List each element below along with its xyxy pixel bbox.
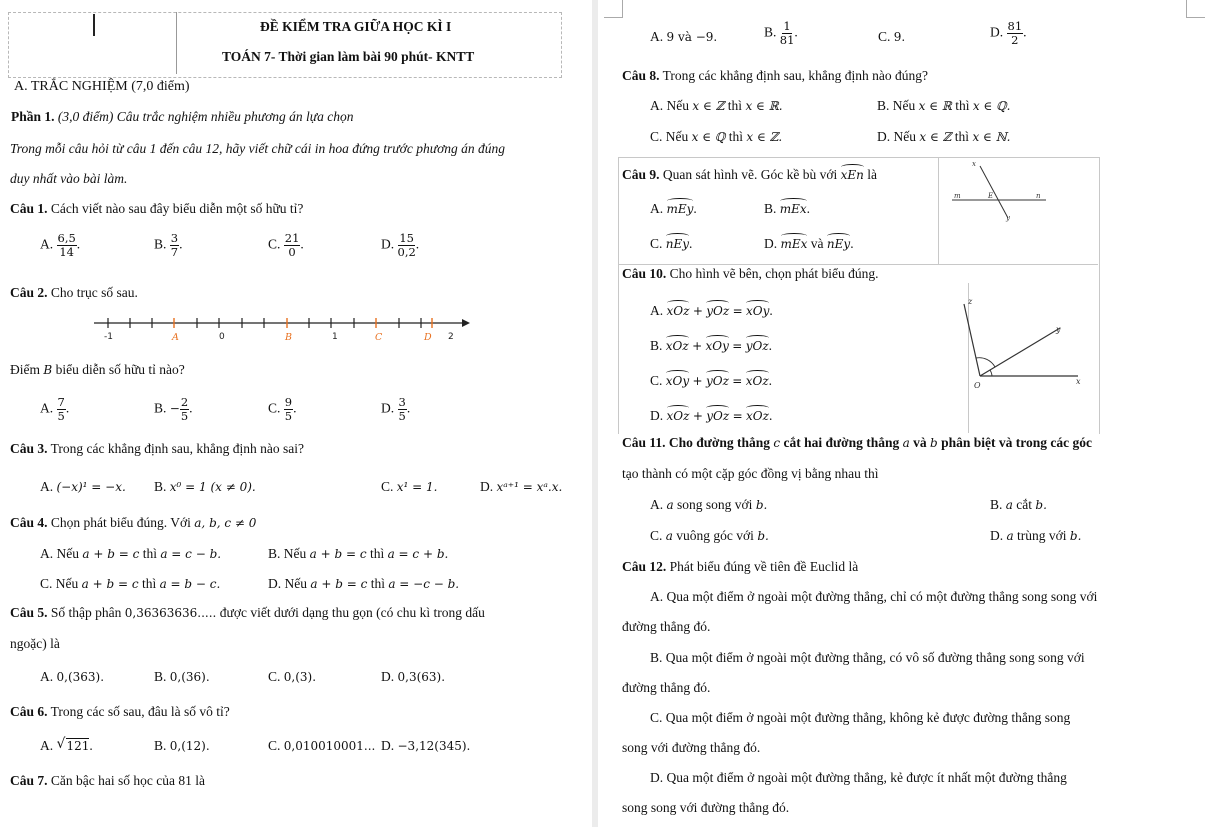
num: 81 xyxy=(1007,19,1023,33)
q2-prompt xyxy=(10,361,185,379)
q12-option-b-line1: B. Qua một điểm ở ngoài một đường thẳng, có vô số đường thẳng song song với xyxy=(650,650,1085,665)
point-label-a: A xyxy=(172,332,179,343)
q-num: Câu 11. xyxy=(622,435,666,450)
question-8 xyxy=(622,67,928,84)
expr: 0,(363). xyxy=(56,670,105,684)
instruction-line-2: duy nhất vào bài làm. xyxy=(10,171,128,186)
opt-label: C. xyxy=(650,528,663,543)
label-x: x xyxy=(972,160,976,168)
opt-label: C. xyxy=(650,236,663,251)
label-z: z xyxy=(968,297,973,306)
text: Cho đường thẳng xyxy=(668,435,771,450)
text: cắt hai đường thẳng xyxy=(783,435,900,450)
q-num: Câu 6. xyxy=(10,704,48,719)
text: thì xyxy=(727,98,743,113)
var: a xyxy=(666,498,674,512)
question-1 xyxy=(10,200,303,217)
q9-option-c: C. nEy. xyxy=(650,233,692,253)
q-num: Câu 1. xyxy=(10,201,48,216)
ray-oy xyxy=(980,328,1060,376)
q10-option-c: C. xOy + yOz = xOz. xyxy=(650,370,772,390)
q-text: Cách viết nào sau đây biểu diễn một số hữu tỉ? xyxy=(50,201,304,216)
opt-label: A. xyxy=(40,479,54,494)
den: 2 xyxy=(1011,33,1019,47)
angle-arc xyxy=(990,370,992,376)
text: và xyxy=(913,435,927,450)
q10-option-d: D. xOz + yOz = xOz. xyxy=(650,405,772,425)
q-text: Căn bậc hai số học của 81 là xyxy=(50,773,205,788)
expr: x⁰ = 1 (x ≠ 0). xyxy=(169,480,256,494)
sqrt-sign: √ xyxy=(56,736,66,752)
fraction xyxy=(57,396,66,423)
angle-expr: xOz xyxy=(746,370,769,390)
point-label-b: B xyxy=(285,332,292,343)
text: thì xyxy=(370,576,385,591)
q4-option-b xyxy=(268,545,448,563)
opt-label: C. xyxy=(878,29,891,44)
q10-option-a: A. xOz + yOz = xOy. xyxy=(650,300,773,320)
q9-option-b: B. mEx. xyxy=(764,198,810,218)
point-label-c: C xyxy=(375,332,383,343)
angle-expr: xOy xyxy=(666,370,689,390)
q-num: Câu 8. xyxy=(622,68,660,83)
num: 3 xyxy=(170,231,179,245)
question-10 xyxy=(622,265,878,282)
fraction xyxy=(398,232,416,259)
q1-option-a: A. $\frac{6,5}{14}$ . xyxy=(40,231,81,259)
text: thì xyxy=(369,546,385,561)
expr: x ∈ ℤ xyxy=(919,130,952,144)
label-x: x xyxy=(1076,377,1081,386)
text: Số thập phân xyxy=(50,605,122,620)
num: 9 xyxy=(284,395,293,409)
number-line xyxy=(92,312,472,344)
var: B xyxy=(43,363,53,377)
q11-continuation: tạo thành có một cặp góc đồng vị bằng nhau thì xyxy=(622,466,879,481)
angle-expr: nEy xyxy=(827,233,850,253)
var: b. xyxy=(1069,529,1082,543)
text: C. Nếu xyxy=(40,576,79,591)
expr: a + b = c xyxy=(81,577,139,591)
q-text: Phát biểu đúng về tiên đề Euclid là xyxy=(669,559,859,574)
opt-label: D. xyxy=(650,408,664,423)
margin-mark xyxy=(1186,0,1205,18)
q2-option-b: B. − $\frac{2}{5}$ . xyxy=(154,395,193,423)
tick-label: 2 xyxy=(448,332,454,342)
expr: x ∈ ℚ xyxy=(691,130,726,144)
opt-label: B. xyxy=(154,236,167,252)
q7-option-b: B. $\frac{1}{81}$ . xyxy=(764,19,798,47)
q7-option-d: D. $\frac{81}{2}$ . xyxy=(990,19,1027,47)
num: 6,5 xyxy=(57,231,76,245)
q9-option-a: A. mEy. xyxy=(650,198,697,218)
angle-expr: xEn xyxy=(841,164,864,184)
q6-option-d xyxy=(381,737,470,755)
q2-option-a: A. $\frac{7}{5}$ . xyxy=(40,395,70,423)
q10-option-b: B. xOz + xOy = yOz. xyxy=(650,335,772,355)
q-num: Câu 7. xyxy=(10,773,48,788)
text: A. Nếu xyxy=(40,546,79,561)
instruction-line-1: Trong mỗi câu hỏi từ câu 1 đến câu 12, hãy viết chữ cái in hoa đứng trước phương án đúng xyxy=(10,141,506,156)
expr: x¹ = 1. xyxy=(396,480,438,494)
angle-expr: yOz xyxy=(706,300,729,320)
expr: (−x)¹ = −x. xyxy=(56,480,126,494)
q12-option-b-line2: đường thẳng đó. xyxy=(622,680,711,695)
question-9 xyxy=(622,164,877,184)
label-e: E xyxy=(988,192,994,200)
q7-option-c xyxy=(878,28,905,46)
var: a xyxy=(902,436,910,450)
opt-label: B. xyxy=(990,497,1003,512)
num: 3 xyxy=(398,395,406,409)
text: C. Nếu xyxy=(650,129,689,144)
angle-expr: mEx xyxy=(780,198,807,218)
opt-label: D. xyxy=(381,400,395,416)
q12-option-a-line1: A. Qua một điểm ở ngoài một đường thẳng, chỉ có một đường thẳng song song với xyxy=(650,589,1098,604)
opt-label: A. xyxy=(650,29,664,44)
q12-option-a-line2: đường thẳng đó. xyxy=(622,619,711,634)
angle-expr: mEx xyxy=(781,233,808,253)
q11-option-c xyxy=(650,527,769,545)
doc-subtitle: TOÁN 7- Thời gian làm bài 90 phút- KNTT xyxy=(222,49,475,64)
tick-label: 1 xyxy=(332,332,338,342)
axis-arrow xyxy=(462,319,470,327)
q8-option-c xyxy=(650,128,782,146)
expr: a + b = c xyxy=(309,547,367,561)
angle-arc xyxy=(976,358,995,367)
opt-label: B. xyxy=(154,479,167,494)
part1-heading xyxy=(11,108,354,125)
q3-option-c xyxy=(381,478,437,496)
fraction xyxy=(180,396,189,423)
q-text: Cho trục số sau. xyxy=(50,285,138,300)
opt-label: C. xyxy=(268,738,281,753)
text: B. Nếu xyxy=(877,98,916,113)
text: D. Nếu xyxy=(268,576,307,591)
opt-label: B. xyxy=(650,338,663,353)
q-num: Câu 12. xyxy=(622,559,667,574)
expr: −3,12(345). xyxy=(397,739,471,753)
right-page xyxy=(598,0,1210,827)
angle-expr: nEy xyxy=(666,233,689,253)
q-num: Câu 2. xyxy=(10,285,48,300)
fraction xyxy=(1007,20,1024,47)
den: 5 xyxy=(398,409,406,423)
fraction xyxy=(284,232,301,259)
den: 0 xyxy=(288,245,296,259)
question-6 xyxy=(10,703,230,720)
header-divider xyxy=(176,12,177,74)
question-12 xyxy=(622,558,858,575)
expr: 0,3(63). xyxy=(397,670,446,684)
den: 81 xyxy=(779,33,795,47)
den: 5 xyxy=(180,409,189,423)
den: 7 xyxy=(170,245,179,259)
num: 2 xyxy=(180,395,189,409)
opt-label: D. xyxy=(381,669,395,684)
opt-label: C. xyxy=(268,669,281,684)
q1-option-b: B. $\frac{3}{7}$ . xyxy=(154,231,183,259)
expr: 0,36363636..... xyxy=(124,606,217,620)
expr: 0,(3). xyxy=(283,670,317,684)
q9-figure xyxy=(950,158,1050,226)
expr: 9 và −9. xyxy=(666,30,718,44)
q5-option-b xyxy=(154,668,210,686)
opt-label: D. xyxy=(480,479,494,494)
q12-option-c-line1: C. Qua một điểm ở ngoài một đường thẳng, không kẻ được đường thẳng song xyxy=(650,710,1071,725)
var: a xyxy=(1006,529,1014,543)
var: b. xyxy=(755,498,768,512)
expr: a = c + b. xyxy=(387,547,449,561)
opt-label: D. xyxy=(381,738,395,753)
expr: 0,010010001... xyxy=(283,739,376,753)
angle-expr: xOy xyxy=(746,300,769,320)
expr: a, b, c ≠ 0 xyxy=(194,516,257,530)
q2-option-d: D. $\frac{3}{5}$ . xyxy=(381,395,411,423)
q5-continuation: ngoặc) là xyxy=(10,636,60,651)
angle-expr: xOz xyxy=(746,405,769,425)
den: 5 xyxy=(57,409,65,423)
q-num: Câu 5. xyxy=(10,605,48,620)
q6-option-b xyxy=(154,737,210,755)
text: thì xyxy=(954,129,970,144)
text: được viết dưới dạng thu gọn (có chu kì trong dấu xyxy=(219,605,485,620)
fraction xyxy=(57,232,77,259)
opt-label: A. xyxy=(650,497,664,512)
angle-expr: yOz xyxy=(706,370,729,390)
fraction xyxy=(398,396,407,423)
opt-label: C. xyxy=(268,400,281,416)
q8-option-d xyxy=(877,128,1011,146)
q3-option-b xyxy=(154,478,256,496)
opt-label: A. xyxy=(40,738,54,753)
q-text: Cho hình vẽ bên, chọn phát biểu đúng. xyxy=(669,266,879,281)
text: trùng với xyxy=(1017,528,1067,543)
q1-option-d: D. $\frac{15}{0,2}$ . xyxy=(381,231,420,259)
expr: a + b = c xyxy=(310,577,368,591)
var: b xyxy=(930,436,938,450)
expr: x ∈ ℝ. xyxy=(745,99,783,113)
text-cursor xyxy=(93,14,95,36)
angle-expr: xOz xyxy=(666,335,689,355)
label-y: y xyxy=(1006,214,1010,222)
q8-option-a xyxy=(650,97,783,115)
question-7 xyxy=(10,772,205,789)
tick-label: -1 xyxy=(104,332,113,342)
var: b. xyxy=(757,529,769,543)
text: thì xyxy=(728,129,743,144)
opt-label: D. xyxy=(990,24,1004,40)
text: và xyxy=(810,236,824,251)
fraction xyxy=(170,232,179,259)
q-text: Chọn phát biểu đúng. Với xyxy=(50,515,191,530)
text: A. Nếu xyxy=(650,98,689,113)
q11-option-a xyxy=(650,496,767,514)
opt-label: A. xyxy=(650,303,664,318)
q7-option-a xyxy=(650,28,717,46)
expr: x ∈ ℤ xyxy=(692,99,725,113)
question-3 xyxy=(10,440,304,457)
label-m: m xyxy=(954,192,961,200)
text: cắt xyxy=(1016,497,1033,512)
opt-label: A. xyxy=(40,400,54,416)
num: 15 xyxy=(399,231,414,245)
q-num: Câu 9. xyxy=(622,167,660,182)
q-text: Quan sát hình vẽ. Góc kề bù với xyxy=(662,167,838,182)
q4-option-d xyxy=(268,575,459,593)
tick-label: 0 xyxy=(219,332,225,342)
question-5 xyxy=(10,604,485,622)
text: thì xyxy=(141,576,157,591)
opt-label: C. xyxy=(381,479,394,494)
angle-expr: xOz xyxy=(667,300,690,320)
den: 5 xyxy=(284,409,293,423)
left-page xyxy=(0,0,592,827)
text: vuông góc với xyxy=(676,528,754,543)
opt-label: D. xyxy=(990,528,1004,543)
doc-title: ĐỀ KIỂM TRA GIỮA HỌC KÌ I xyxy=(260,19,452,34)
q3-option-a xyxy=(40,478,126,496)
label-o: O xyxy=(974,381,981,390)
num: 21 xyxy=(284,231,300,245)
margin-mark xyxy=(604,0,623,18)
q1-option-c: C. $\frac{21}{0}$ . xyxy=(268,231,304,259)
opt-label: A. xyxy=(650,201,664,216)
minus: − xyxy=(169,401,180,416)
text: Điểm xyxy=(10,362,40,377)
q-num: Câu 4. xyxy=(10,515,48,530)
var: a xyxy=(665,529,673,543)
q12-option-d-line1: D. Qua một điểm ở ngoài một đường thẳng, kẻ được ít nhất một đường thẳng xyxy=(650,770,1067,785)
part1-label: Phần 1. xyxy=(11,109,55,124)
expr: xᵃ⁺¹ = xᵃ.x. xyxy=(496,480,563,494)
expr: a = −c − b. xyxy=(388,577,460,591)
opt-label: B. xyxy=(764,24,777,40)
angle-expr: mEy xyxy=(667,198,694,218)
q11-option-d xyxy=(990,527,1081,545)
opt-label: A. xyxy=(40,236,54,252)
text: là xyxy=(867,167,878,182)
q12-option-c-line2: song với đường thẳng đó. xyxy=(622,740,761,755)
angle-expr: yOz xyxy=(746,335,769,355)
expr: x ∈ ℚ. xyxy=(972,99,1011,113)
angle-expr: yOz xyxy=(706,405,729,425)
question-11 xyxy=(622,434,1092,452)
q5-option-c xyxy=(268,668,316,686)
num: 7 xyxy=(57,395,65,409)
num: 1 xyxy=(783,19,791,33)
sqrt xyxy=(57,738,90,755)
text: D. Nếu xyxy=(877,129,916,144)
q6-option-a: A. √ 121. xyxy=(40,736,93,753)
opt-label: C. xyxy=(650,373,663,388)
question-4 xyxy=(10,514,256,532)
expr: 0,(36). xyxy=(169,670,210,684)
q-text: Trong các khẳng định sau, khẳng định nào đúng? xyxy=(662,68,928,83)
q11-option-b xyxy=(990,496,1047,514)
expr: x ∈ ℕ. xyxy=(972,130,1011,144)
fraction xyxy=(284,396,293,423)
den: 0,2 xyxy=(397,245,416,259)
q4-option-a xyxy=(40,545,221,563)
angle-expr: xOz xyxy=(667,405,690,425)
q-num: Câu 3. xyxy=(10,441,48,456)
expr: a = c − b. xyxy=(160,547,222,561)
text: song song với xyxy=(677,497,753,512)
part1-desc: (3,0 điểm) Câu trắc nghiệm nhiều phương án lựa chọn xyxy=(57,109,354,124)
q-num: Câu 10. xyxy=(622,266,667,281)
opt-label: B. xyxy=(154,669,167,684)
q9-option-d: D. mEx và nEy. xyxy=(764,233,854,253)
q-text: Trong các khẳng định sau, khẳng định nào sai? xyxy=(50,441,304,456)
expr: 0,(12). xyxy=(169,739,210,753)
expr: a = b − c. xyxy=(159,577,221,591)
var: c xyxy=(773,436,781,450)
den: 14 xyxy=(59,245,74,259)
expr: a + b = c xyxy=(82,547,140,561)
q10-figure xyxy=(970,292,1088,396)
opt-label: A. xyxy=(40,669,54,684)
opt-label: B. xyxy=(764,201,777,216)
label-y: y xyxy=(1056,325,1061,334)
fraction xyxy=(780,20,795,47)
expr: x ∈ ℝ xyxy=(918,99,952,113)
q6-option-c xyxy=(268,737,375,755)
var: a xyxy=(1005,498,1013,512)
opt-label: C. xyxy=(268,236,281,252)
q5-option-a xyxy=(40,668,104,686)
question-2 xyxy=(10,284,138,301)
expr: x ∈ ℤ. xyxy=(746,130,783,144)
point-label-d: D xyxy=(424,332,432,343)
angle-expr: xOy xyxy=(706,335,729,355)
q-text: Trong các số sau, đâu là số vô tỉ? xyxy=(50,704,230,719)
text: biểu diễn số hữu tỉ nào? xyxy=(55,362,185,377)
q4-option-c xyxy=(40,575,220,593)
text: thì xyxy=(142,546,157,561)
q3-option-d xyxy=(480,478,562,496)
text: thì xyxy=(955,98,970,113)
label-n: n xyxy=(1036,192,1041,200)
q8-option-b xyxy=(877,97,1010,115)
q2-option-c: C. $\frac{9}{5}$ . xyxy=(268,395,297,423)
var: b. xyxy=(1035,498,1047,512)
section-a-title: A. TRẮC NGHIỆM (7,0 điểm) xyxy=(14,79,190,94)
opt-label: B. xyxy=(154,738,167,753)
table-divider xyxy=(938,157,939,264)
text: phân biệt và trong các góc xyxy=(941,435,1092,450)
radicand: 121 xyxy=(66,739,90,753)
opt-label: D. xyxy=(381,236,395,252)
text: B. Nếu xyxy=(268,546,307,561)
q5-option-d xyxy=(381,668,445,686)
opt-label: D. xyxy=(764,236,778,251)
line-xy xyxy=(980,166,1008,218)
opt-label: B. xyxy=(154,400,167,416)
expr: 9. xyxy=(893,30,906,44)
q12-option-d-line2: song song với đường thẳng đó. xyxy=(622,800,790,815)
